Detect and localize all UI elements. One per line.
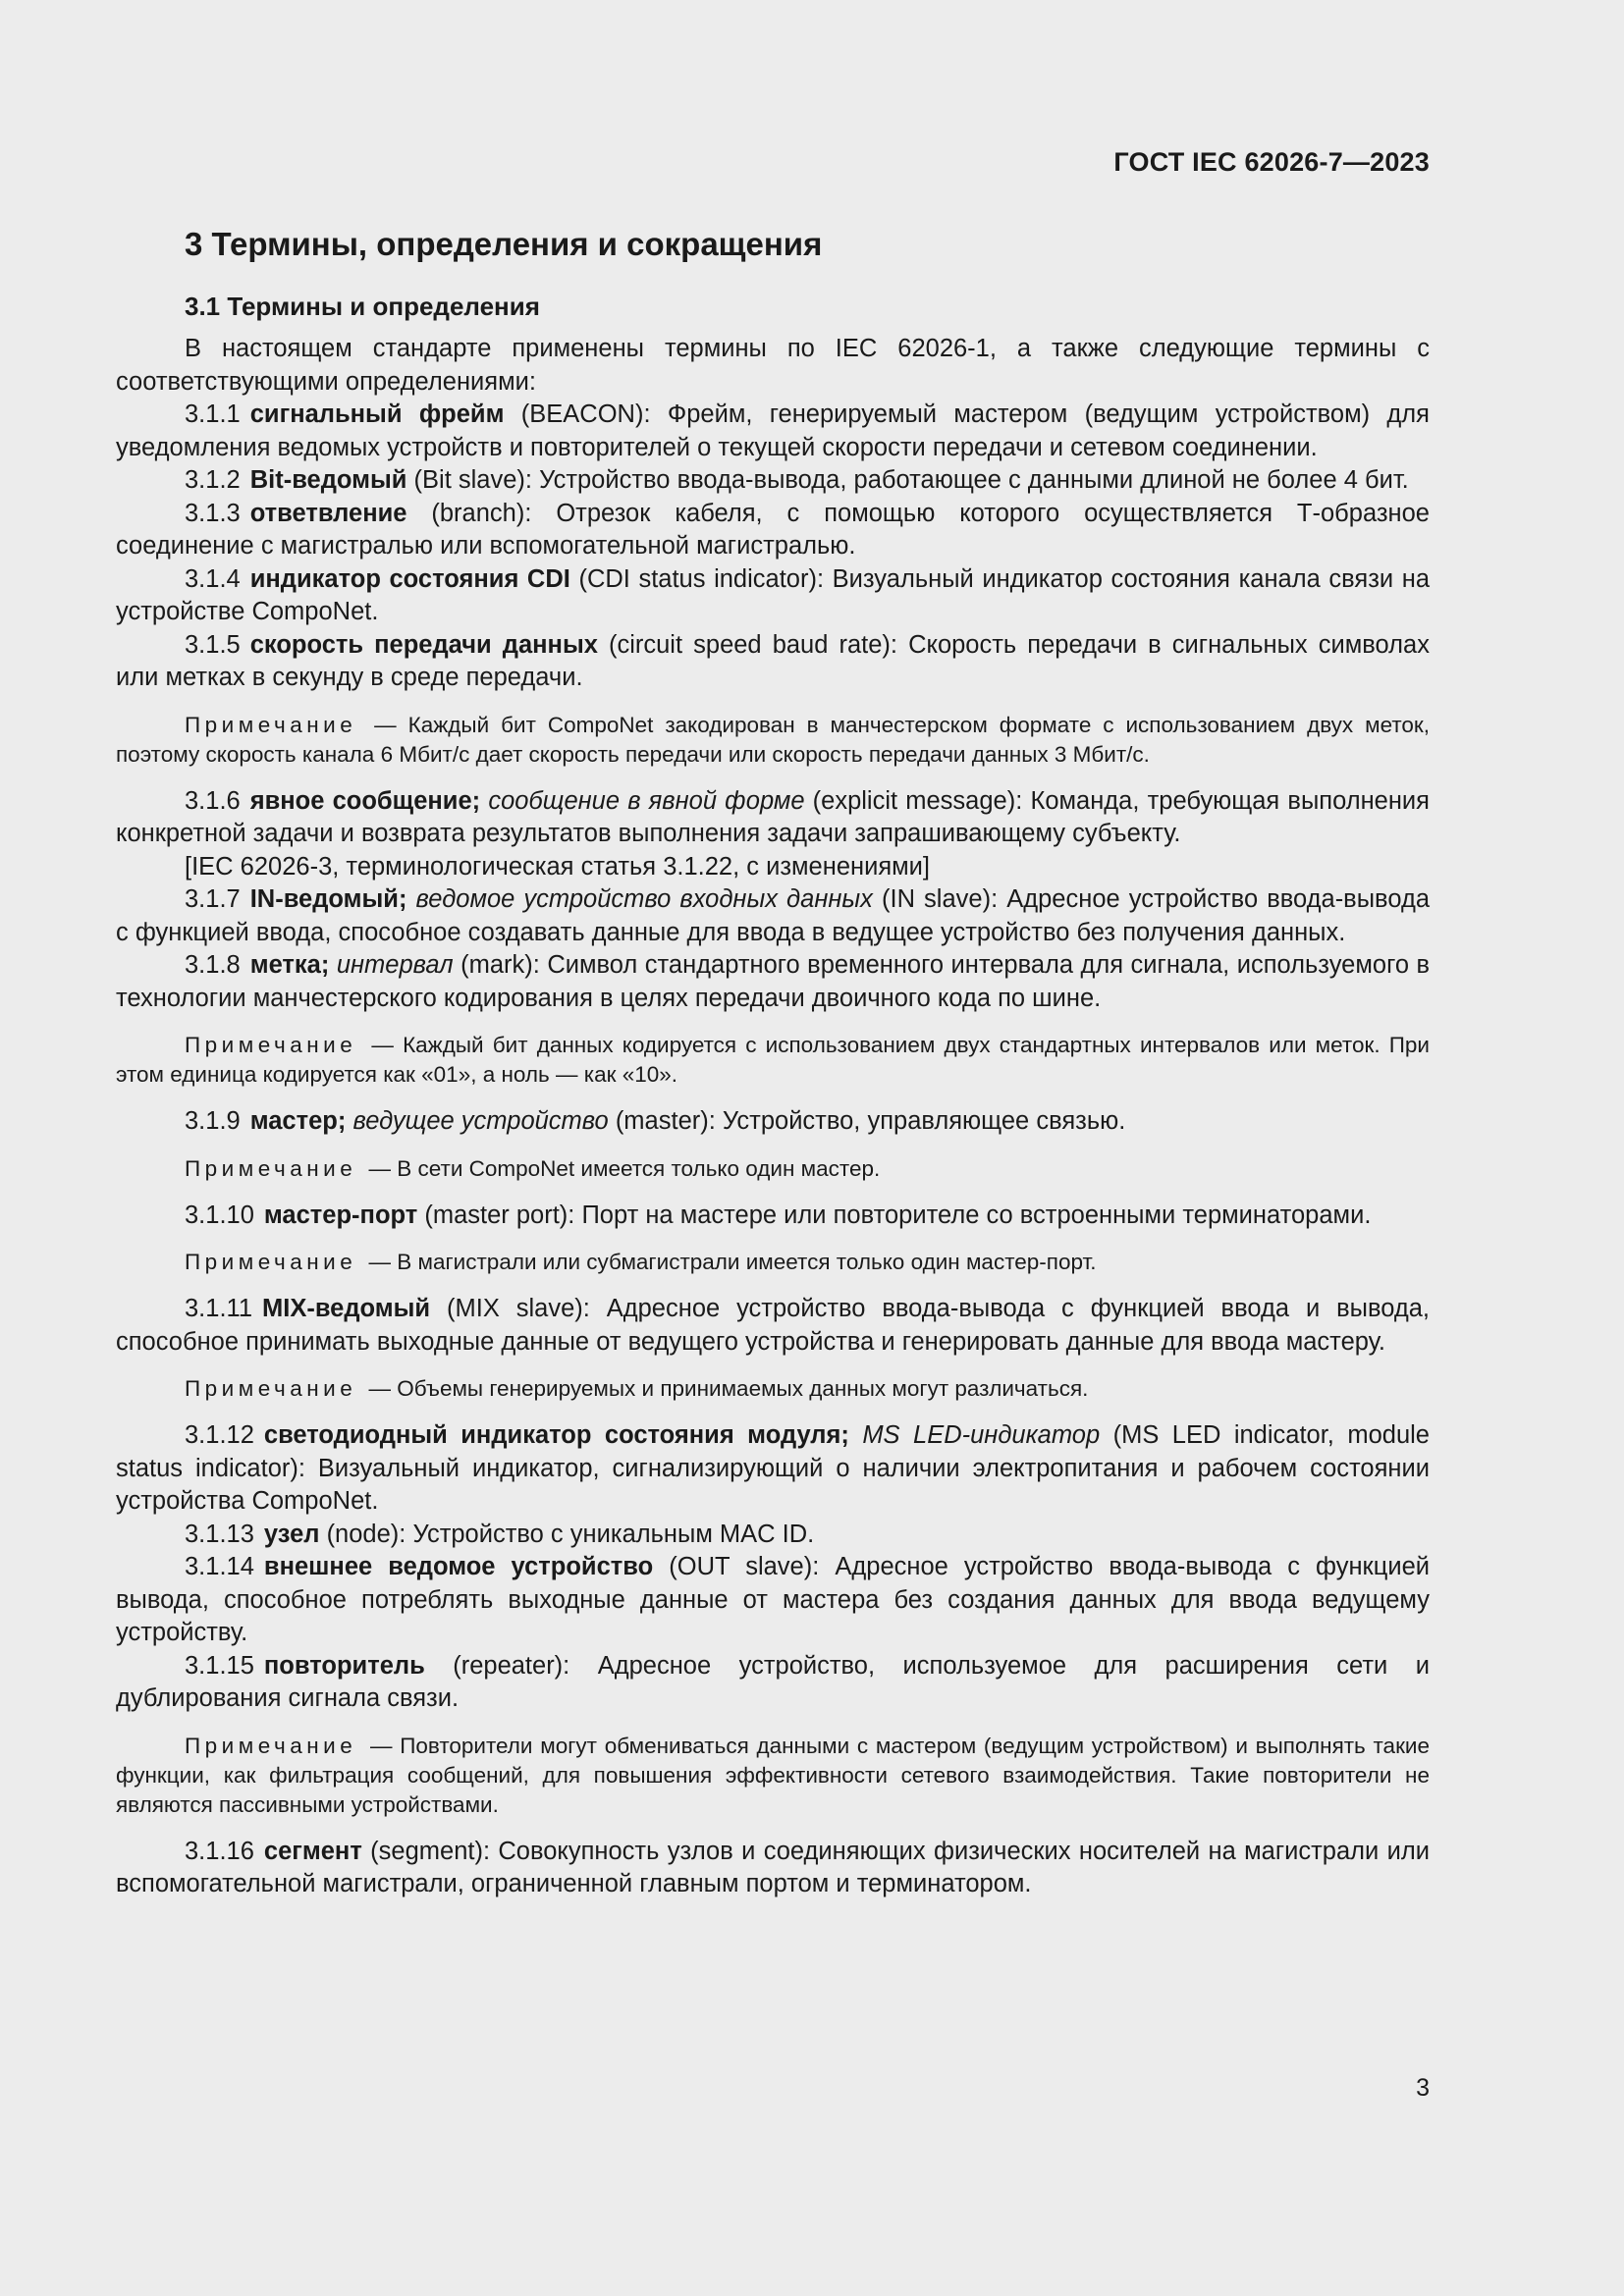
term-3-1-12: 3.1.12 светодиодный индикатор состояния модуля; MS LED-индикатор (MS LED indicator, module status indicator): Визуальный индикатор, сигнализирующий о наличии электропитания и рабочем состоянии устройства CompoNet. [116,1421,1430,1515]
term-3-1-10: 3.1.10 мастер-порт (master port): Порт на мастере или повторителе со встроенными терминаторами. [185,1201,1372,1229]
document-content [116,221,1430,1901]
note-3-1-11: Примечание — Объемы генерируемых и принимаемых данных могут различаться. [185,1376,1089,1401]
term-3-1-14: 3.1.14 внешнее ведомое устройство (OUT slave): Адресное устройство ввода-вывода с функцией вывода, способное потреблять выходные данные от мастера без создания данных для ввода ведущему устройству. [116,1553,1430,1646]
document-header: ГОСТ IEC 62026-7—2023 [1113,147,1430,177]
term-3-1-11: 3.1.11 MIX-ведомый (MIX slave): Адресное устройство ввода-вывода с функцией ввода и вывода, способное принимать выходные данные от ведущего устройства и генерировать данные для ввода мастеру. [116,1295,1430,1356]
reference-3-1-6: [IEC 62026-3, терминологическая статья 3.1.22, с изменениями] [185,852,930,881]
subsection-title: 3.1 Термины и определения [185,292,540,321]
page-number: 3 [1416,2074,1430,2102]
term-3-1-3: 3.1.3 ответвление (branch): Отрезок кабеля, с помощью которого осуществляется Т-образное соединение с магистралью или вспомогательной магистралью. [116,499,1430,560]
intro-paragraph: В настоящем стандарте применены термины по IEC 62026-1, а также следующие термины с соответствующими определениями: [116,335,1430,396]
term-3-1-5: 3.1.5 скорость передачи данных (circuit speed baud rate): Скорость передачи в сигнальных символах или метках в секунду в среде передачи. [116,630,1430,691]
term-3-1-13: 3.1.13 узел (node): Устройство с уникальным MAC ID. [185,1520,815,1548]
term-3-1-8: 3.1.8 метка; интервал (mark): Символ стандартного временного интервала для сигнала, используемого в технологии манчестерского кодирования в целях передачи двоичного кода по шине. [116,951,1430,1012]
note-3-1-9: Примечание — В сети CompoNet имеется только один мастер. [185,1155,881,1181]
term-3-1-4: 3.1.4 индикатор состояния CDI (CDI status indicator): Визуальный индикатор состояния канала связи на устройстве CompoNet. [116,564,1431,625]
term-3-1-15: 3.1.15 повторитель (repeater): Адресное устройство, используемое для расширения сети и дублирования сигнала связи. [116,1651,1430,1712]
note-3-1-10: Примечание — В магистрали или субмагистрали имеется только один мастер-порт. [185,1250,1097,1274]
note-3-1-8: Примечание — Каждый бит данных кодируется с использованием двух стандартных интервалов или меток. При этом единица кодируется как «01», а ноль — как «10». [116,1033,1430,1087]
term-3-1-7: 3.1.7 IN-ведомый; ведомое устройство входных данных (IN slave): Адресное устройство ввода-вывода с функцией ввода, способное создавать данные для ввода в ведущее устройство без получения данных. [116,885,1431,946]
term-3-1-9: 3.1.9 мастер; ведущее устройство (master): Устройство, управляющее связью. [185,1107,1126,1135]
term-3-1-6: 3.1.6 явное сообщение; сообщение в явной форме (explicit message): Команда, требующая выполнения конкретной задачи и возврата результатов выполнения задачи запрашивающему субъекту. [116,786,1430,847]
note-3-1-15: Примечание — Повторители могут обмениваться данными с мастером (ведущим устройством) и выполнять такие функции, как фильтрация сообщений, для повышения эффективности сетевого взаимодействия. Такие повторители не являются пассивными устройствами. [116,1733,1430,1817]
term-3-1-1: 3.1.1 сигнальный фрейм (BEACON): Фрейм, генерируемый мастером (ведущим устройством) для уведомления ведомых устройств и повторителей о текущей скорости передачи и сетевом соединении. [116,400,1430,461]
note-3-1-5: Примечание — Каждый бит CompoNet закодирован в манчестерском формате с использованием двух меток, поэтому скорость канала 6 Мбит/с дает скорость передачи или скорость передачи данных 3 Мбит/с. [116,712,1430,767]
section-title: 3 Термины, определения и сокращения [185,226,823,262]
term-3-1-16: 3.1.16 сегмент (segment): Совокупность узлов и соединяющих физических носителей на магистрали или вспомогательной магистрали, ограниченной главным портом и терминатором. [116,1837,1430,1897]
term-3-1-2: 3.1.2 Bit-ведомый (Bit slave): Устройство ввода-вывода, работающее с данными длиной не более 4 бит. [185,466,1409,494]
